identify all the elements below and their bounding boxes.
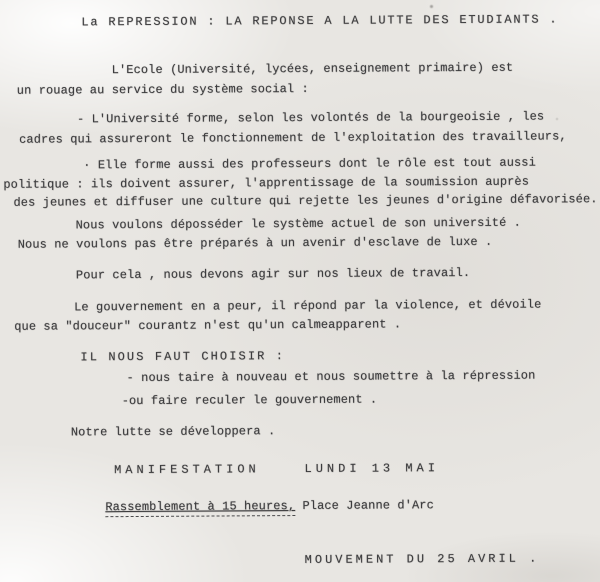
paragraph-gouvernement-line-2: que sa "douceur" courantz n'est qu'un calmeapparent . — [14, 317, 402, 334]
meeting-info-line — [105, 498, 434, 514]
manifestation-banner: MANIFESTATION LUNDI 13 MAI — [114, 461, 439, 478]
signature-mouvement: MOUVEMENT DU 25 AVRIL . — [304, 551, 540, 567]
doc-title: La REPRESSION : LA REPONSE A LA LUTTE DES ETUDIANTS . — [81, 12, 559, 30]
paragraph-notre-lutte: Notre lutte se développera . — [70, 424, 276, 440]
point-universite-line-1: - L'Université forme, selon les volontés de la bourgeoisie , les — [76, 109, 545, 127]
choice-option-1: - nous taire à nouveau et nous soumettre à la répression — [126, 368, 536, 386]
paragraph-gouvernement-line-1: Le gouvernement en a peur, il répond par la violence, et dévoile — [74, 297, 542, 315]
intro-line-2: un rouage au service du système social : — [16, 81, 309, 98]
heading-il-nous-faut-choisir: IL NOUS FAUT CHOISIR : — [80, 349, 286, 365]
meeting-time-underlined: Rassemblement à 15 heures, — [105, 499, 295, 517]
point-professeurs-line-2: politique : ils doivent assurer, l'apprentissage de la soumission auprès — [3, 174, 530, 192]
point-professeurs-line-1: · Elle forme aussi des professeurs dont le rôle est tout aussi — [83, 155, 536, 173]
point-universite-line-2: cadres qui assureront le fonctionnement de l'exploitation des travailleurs, — [19, 129, 567, 147]
choice-option-2: -ou faire reculer le gouvernement . — [121, 392, 378, 409]
intro-line-1: L'Ecole (Université, lycées, enseignement primaire) est — [111, 60, 514, 78]
point-professeurs-line-3: des jeunes et diffuser une culture qui rejette les jeunes d'origine défavorisée. — [13, 192, 598, 210]
paragraph-deposseder-line-2: Nous ne voulons pas être préparés à un avenir d'esclave de luxe . — [17, 234, 493, 252]
paragraph-deposseder-line-1: Nous voulons déposséder le système actuel de son université . — [75, 215, 522, 233]
meeting-place: Place Jeanne d'Arc — [295, 498, 434, 514]
paragraph-pour-cela: Pour cela , nous devons agir sur nos lieux de travail. — [75, 265, 471, 283]
